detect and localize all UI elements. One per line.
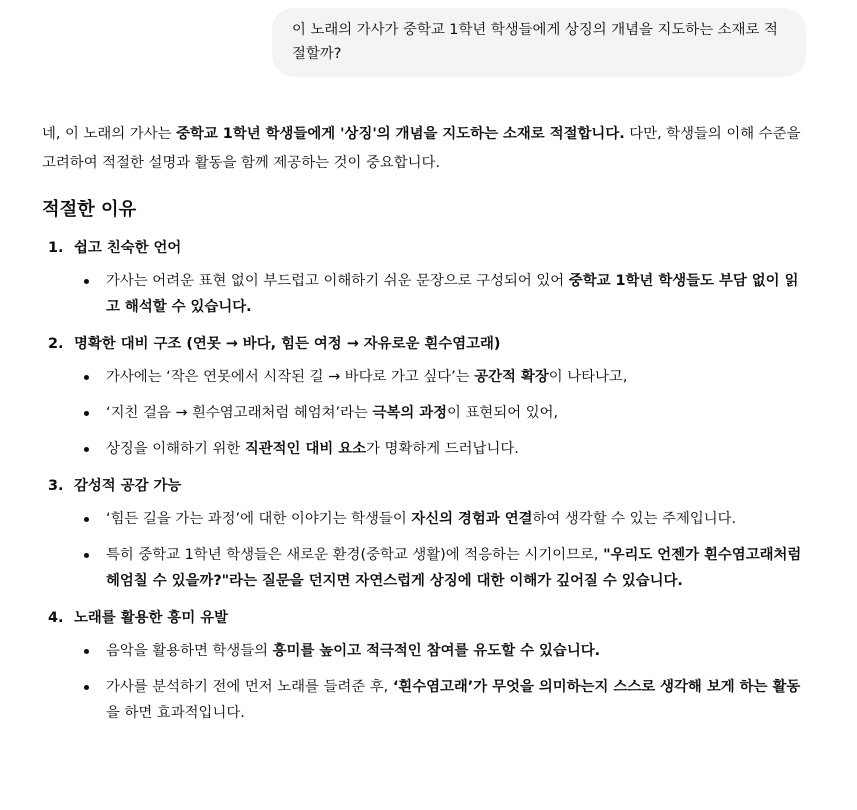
text-run: 하여 생각할 수 있는 주제입니다. [532, 511, 737, 527]
section-heading: 적절한 이유 [42, 199, 137, 220]
reason-title: 노래를 활용한 흥미 유발 [74, 610, 229, 626]
text-run: 이 나타나고, [548, 369, 628, 385]
text-run: 이 표현되어 있어, [447, 405, 559, 421]
text-run: 가 명확하게 드러납니다. [366, 441, 519, 457]
reason-item [42, 472, 810, 594]
reason-points [74, 268, 810, 320]
reason-item [42, 330, 810, 462]
bullet-point [74, 364, 810, 390]
reason-points [74, 364, 810, 462]
bold-text: 극복의 과정 [372, 405, 448, 421]
bold-text: 흥미를 높이고 적극적인 참여를 유도할 수 있습니다. [272, 643, 601, 659]
reason-number: 2. [48, 336, 64, 352]
bold-text: 자신의 경험과 연결 [411, 511, 533, 527]
reason-number: 1. [48, 240, 64, 256]
text-run: 특히 중학교 1학년 학생들은 새로운 환경(중학교 생활)에 적응하는 시기이므로, [106, 547, 604, 563]
user-message-bubble [272, 8, 806, 77]
text-run: 다만, 학생들의 이해 수준을 고려하여 적절한 설명과 활동을 함께 제공하는 것이 중요합니다. [42, 126, 801, 171]
bullet-point [74, 638, 810, 664]
reasons-list [42, 234, 810, 726]
text-run: 가사는 어려운 표현 없이 부드럽고 이해하기 쉬운 문장으로 구성되어 있어 [106, 273, 569, 289]
bold-text: 공간적 확장 [474, 369, 549, 385]
reason-item [42, 234, 810, 320]
text-run: ‘힘든 길을 가는 과정’에 대한 이야기는 학생들이 [106, 511, 412, 527]
reason-item [42, 604, 810, 726]
reason-title: 감성적 공감 가능 [74, 478, 182, 494]
text-run: 상징을 이해하기 위한 [106, 441, 245, 457]
reason-points [74, 638, 810, 726]
bold-text: "우리도 언젠가 흰수염고래처럼 헤엄칠 수 있을까?"라는 질문을 던지면 자연스럽게 상징에 대한 이해가 깊어질 수 있습니다. [106, 547, 802, 589]
text-run: 가사를 분석하기 전에 먼저 노래를 들려준 후, [106, 679, 393, 695]
reason-title: 쉽고 친숙한 언어 [74, 240, 182, 256]
text-run: ‘지친 걸음 → 흰수염고래처럼 헤엄쳐’라는 [106, 405, 373, 421]
bullet-point [74, 542, 810, 594]
bullet-point [74, 674, 810, 726]
assistant-response [42, 120, 810, 736]
bullet-point [74, 268, 810, 320]
reason-number: 3. [48, 478, 64, 494]
bold-text: ‘흰수염고래’가 무엇을 의미하는지 스스로 생각해 보게 하는 활동 [392, 679, 801, 695]
reason-title: 명확한 대비 구조 (연못 → 바다, 힘든 여정 → 자유로운 흰수염고래) [74, 336, 501, 352]
user-message-text: 이 노래의 가사가 중학교 1학년 학생들에게 상징의 개념을 지도하는 소재로 적절할까? [292, 22, 778, 62]
reason-number: 4. [48, 610, 64, 626]
bullet-point [74, 506, 810, 532]
text-run: 음악을 활용하면 학생들의 [106, 643, 273, 659]
bold-text: 직관적인 대비 요소 [244, 441, 367, 457]
text-run: 을 하면 효과적입니다. [106, 705, 245, 721]
bold-text: 중학교 1학년 학생들도 부담 없이 읽고 해석할 수 있습니다. [106, 273, 799, 315]
bold-text: 중학교 1학년 학생들에게 '상징'의 개념을 지도하는 소재로 적절합니다. [176, 126, 625, 142]
text-run: 네, 이 노래의 가사는 [42, 126, 177, 142]
intro-paragraph [42, 120, 810, 178]
bullet-point [74, 436, 810, 462]
reason-points [74, 506, 810, 594]
bullet-point [74, 400, 810, 426]
text-run: 가사에는 ‘작은 연못에서 시작된 길 → 바다로 가고 싶다’는 [106, 369, 475, 385]
